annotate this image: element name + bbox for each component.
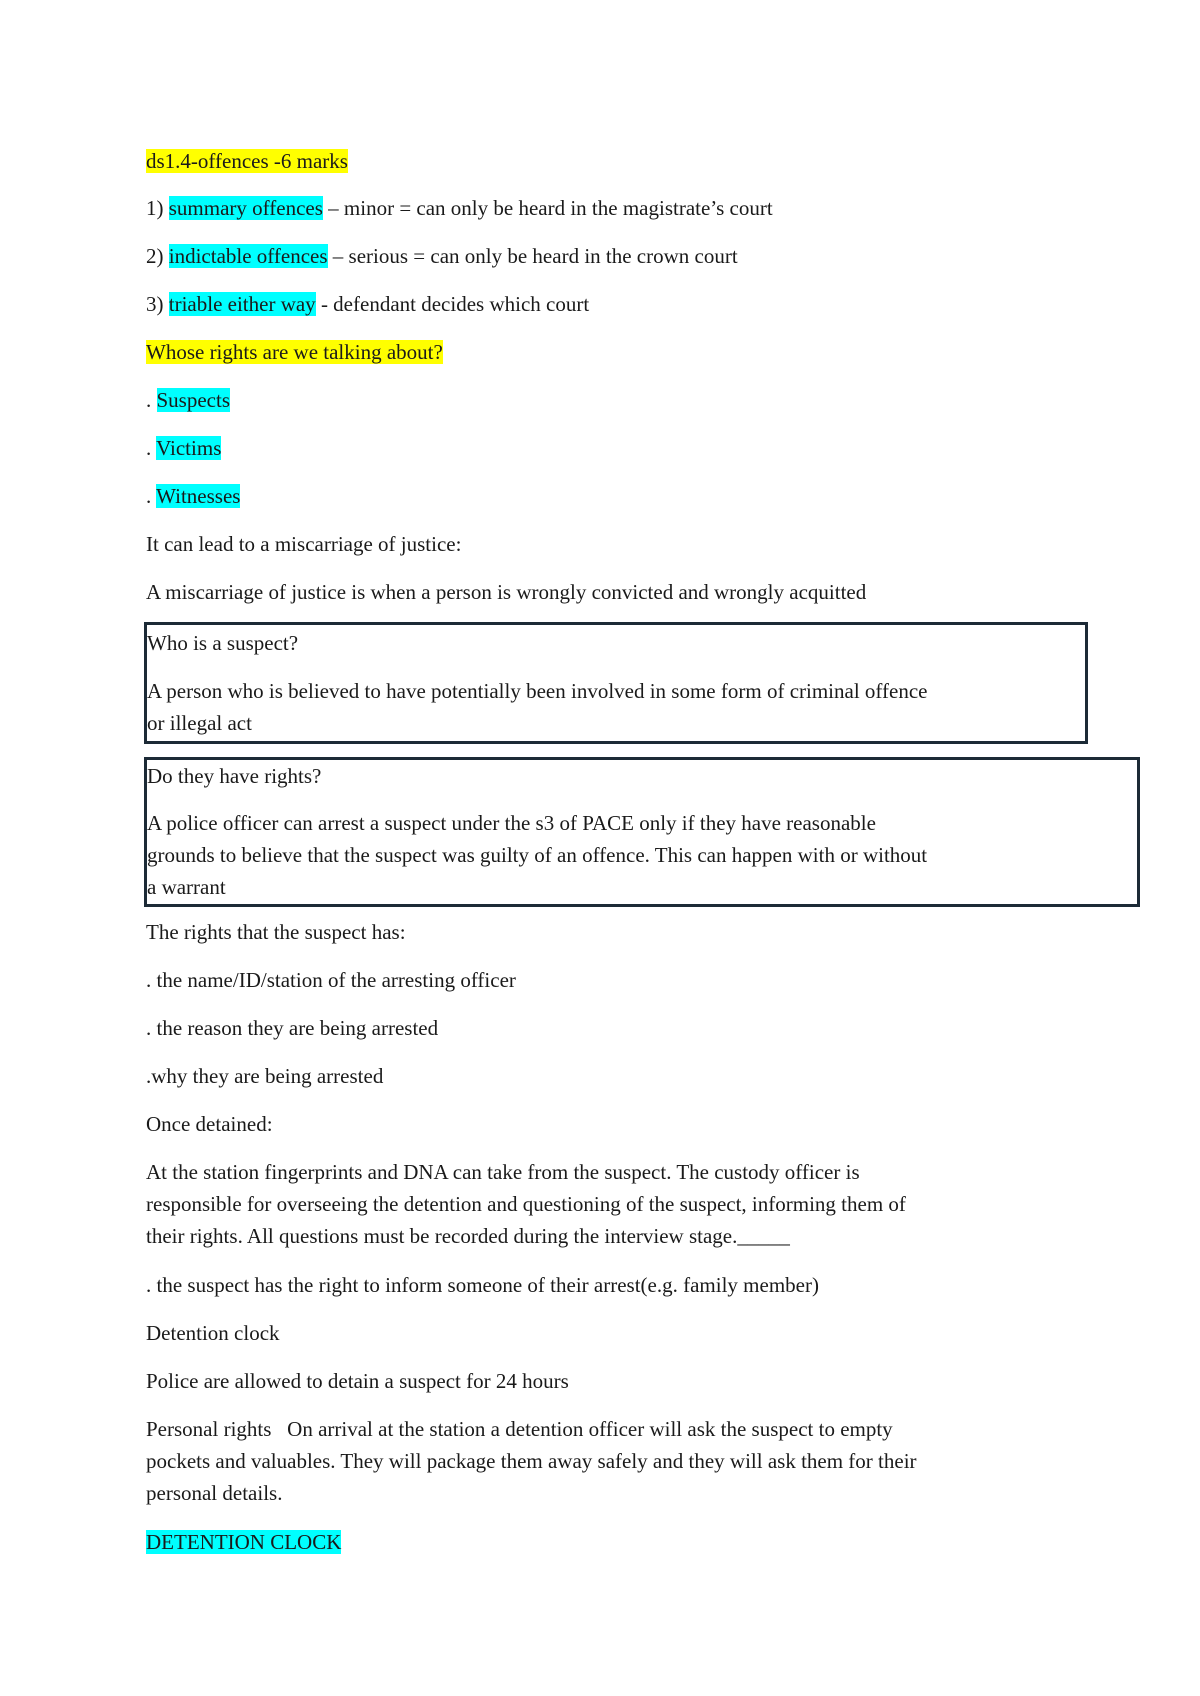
inform-right: . the suspect has the right to inform someone of their arrest(e.g. family member) <box>146 1273 819 1297</box>
box-answer-line: a warrant <box>147 875 226 899</box>
suspect-definition-box <box>144 622 1088 744</box>
personal-paragraph-line: Personal rights On arrival at the station a detention officer will ask the suspect to empty <box>146 1417 893 1441</box>
offence-number: 3) <box>146 292 169 316</box>
box-answer-line: or illegal act <box>147 711 252 735</box>
rights-question: Whose rights are we talking about? <box>146 340 443 364</box>
box-answer-line: A person who is believed to have potentially been involved in some form of criminal offence <box>147 679 928 703</box>
final-heading: DETENTION CLOCK <box>146 1530 342 1554</box>
offence-number: 2) <box>146 244 169 268</box>
suspect-rights-title: The rights that the suspect has: <box>146 920 406 944</box>
offence-term: summary offences <box>168 196 323 220</box>
party-label: Witnesses <box>156 484 241 508</box>
final-heading-line <box>146 1526 341 1558</box>
offence-desc: – serious = can only be heard in the crown court <box>327 244 738 268</box>
party-label: Suspects <box>156 388 230 412</box>
miscarriage-definition: A miscarriage of justice is when a person is wrongly convicted and wrongly acquitted <box>146 580 867 604</box>
offence-desc: – minor = can only be heard in the magistrate’s court <box>322 196 773 220</box>
heading-line <box>146 145 348 177</box>
party-item <box>146 480 240 512</box>
offence-term: indictable offences <box>168 244 328 268</box>
station-paragraph-line: responsible for overseeing the detention and questioning of the suspect, informing them of <box>146 1192 906 1216</box>
bullet: . <box>146 388 157 412</box>
offence-item <box>146 288 589 320</box>
offence-desc: - defendant decides which court <box>315 292 590 316</box>
rights-question-line <box>146 336 443 368</box>
party-label: Victims <box>156 436 222 460</box>
bullet: . <box>146 436 157 460</box>
suspect-right-item: . the name/ID/station of the arresting officer <box>146 968 516 992</box>
station-paragraph-line: their rights. All questions must be recorded during the interview stage._____ <box>146 1224 790 1248</box>
offence-item <box>146 240 738 272</box>
box-answer-line: A police officer can arrest a suspect under the s3 of PACE only if they have reasonable <box>147 811 876 835</box>
box-answer-line: grounds to believe that the suspect was guilty of an offence. This can happen with or without <box>147 843 928 867</box>
suspect-rights-box <box>144 757 1140 907</box>
once-detained: Once detained: <box>146 1112 273 1136</box>
offence-item <box>146 192 773 224</box>
party-item <box>146 384 230 416</box>
personal-paragraph-line: pockets and valuables. They will package them away safely and they will ask them for their <box>146 1449 917 1473</box>
box-question: Who is a suspect? <box>147 631 299 655</box>
detain-24-hours: Police are allowed to detain a suspect for 24 hours <box>146 1369 569 1393</box>
party-item <box>146 432 221 464</box>
box-question: Do they have rights? <box>147 764 322 788</box>
miscarriage-intro: It can lead to a miscarriage of justice: <box>146 532 462 556</box>
personal-paragraph-line: personal details. <box>146 1481 283 1505</box>
offence-term: triable either way <box>168 292 316 316</box>
offence-number: 1) <box>146 196 169 220</box>
detention-clock-label: Detention clock <box>146 1321 280 1345</box>
suspect-right-item: .why they are being arrested <box>146 1064 384 1088</box>
heading: ds1.4-offences -6 marks <box>146 149 348 173</box>
suspect-right-item: . the reason they are being arrested <box>146 1016 439 1040</box>
bullet: . <box>146 484 157 508</box>
station-paragraph-line: At the station fingerprints and DNA can take from the suspect. The custody officer is <box>146 1160 860 1184</box>
